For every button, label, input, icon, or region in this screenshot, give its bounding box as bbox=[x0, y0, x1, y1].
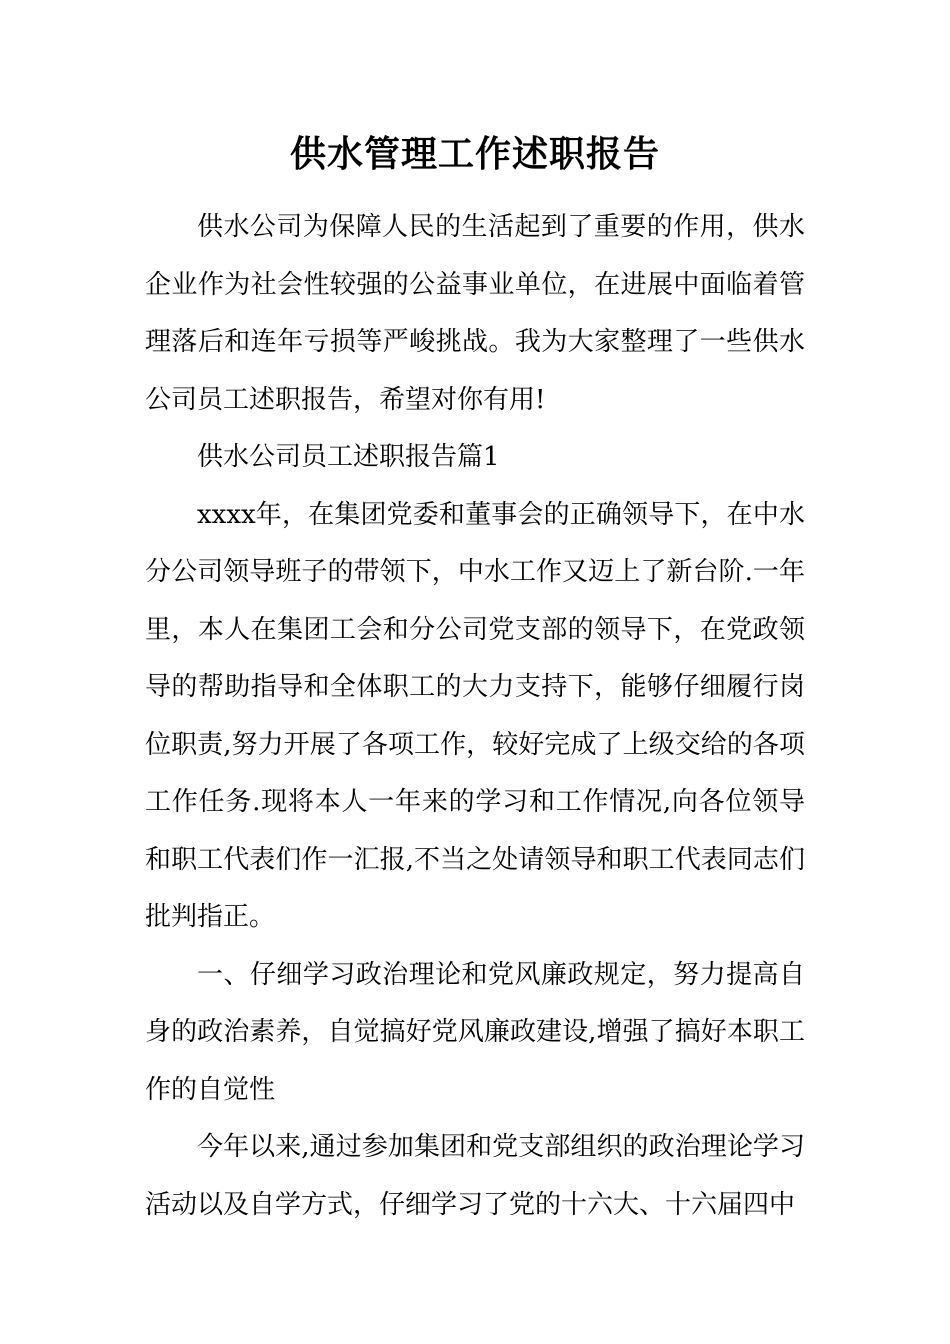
section-heading: 供水公司员工述职报告篇1 bbox=[197, 442, 500, 472]
paragraph-point-one: 一、仔细学习政治理论和党风廉政规定，努力提高自身的政治素养，自觉搞好党风廉政建设,增强了搞好本职工作的自觉性 bbox=[145, 959, 805, 1105]
paragraph-study: 今年以来,通过参加集团和党支部组织的政治理论学习活动以及自学方式，仔细学习了党的十六大、十六届四中 bbox=[145, 1132, 805, 1220]
document-title: 供水管理工作述职报告 bbox=[289, 133, 660, 175]
document-body bbox=[145, 199, 805, 1234]
paragraph-summary: xxxx年，在集团党委和董事会的正确领导下，在中水分公司领导班子的带领下，中水工作又迈上了新台阶.一年里，本人在集团工会和分公司党支部的领导下，在党政领导的帮助指导和全体职工的大力支持下，能够仔细履行岗位职责,努力开展了各项工作，较好完成了上级交给的各项工作任务.现将本人一年来的学习和工作情况,向各位领导和职工代表们作一汇报,不当之处请领导和职工代表同志们批判指正。 bbox=[145, 499, 805, 932]
paragraph-intro: 供水公司为保障人民的生活起到了重要的作用，供水企业作为社会性较强的公益事业单位，在进展中面临着管理落后和连年亏损等严峻挑战。我为大家整理了一些供水公司员工述职报告，希望对你有用! bbox=[145, 212, 805, 415]
